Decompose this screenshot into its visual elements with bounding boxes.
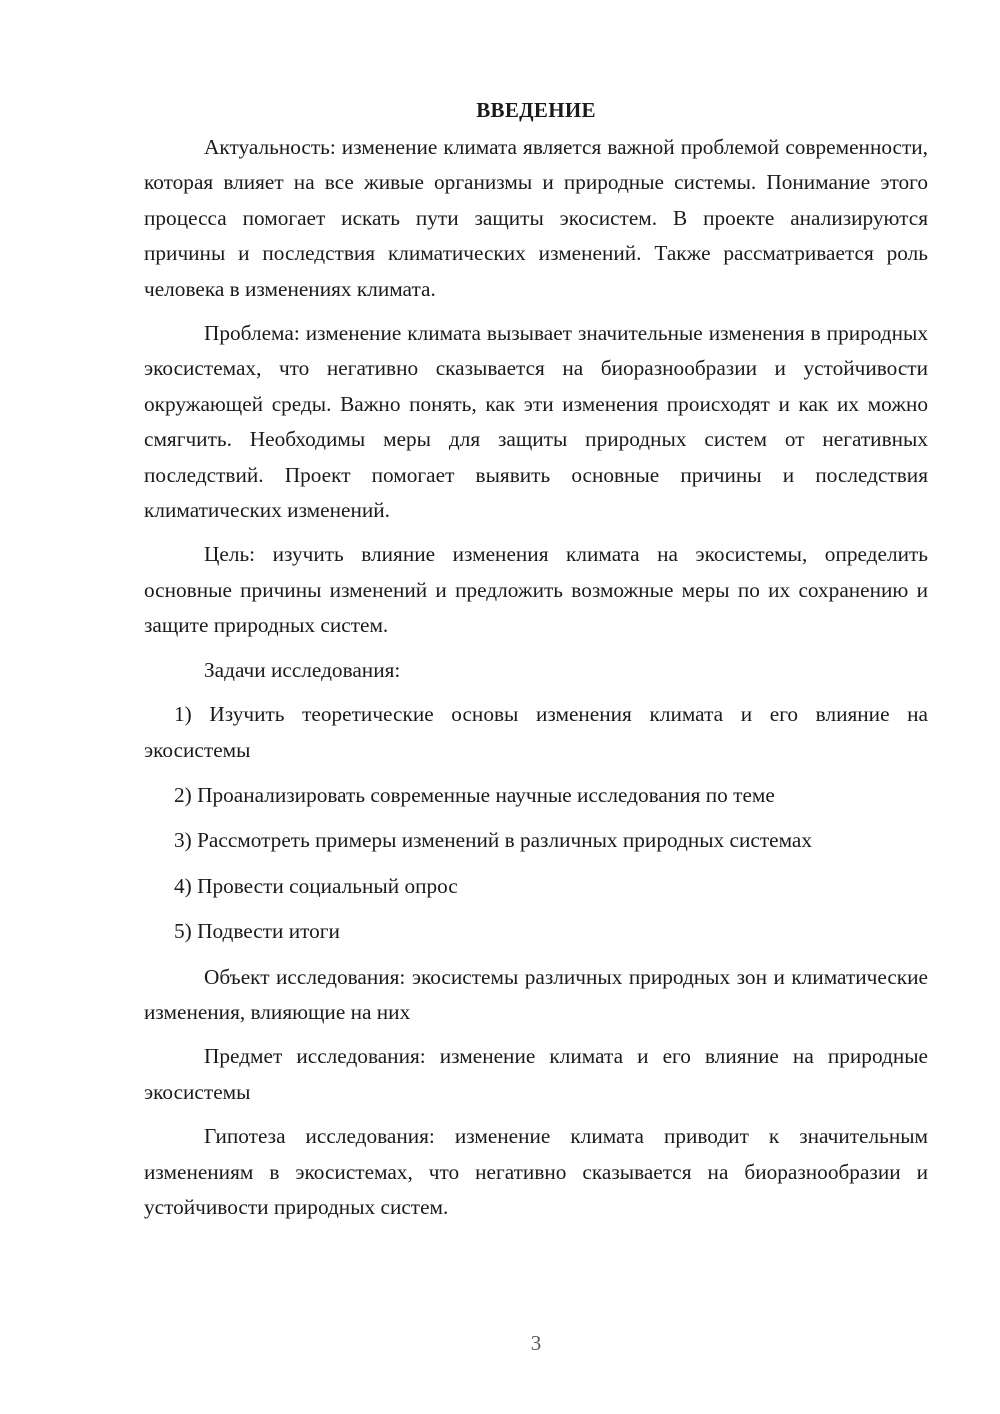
paragraph-problem: Проблема: изменение климата вызывает значительные изменения в природных экосистемах, что негативно сказывается на биоразнообразии и устойчивости окружающей среды. Важно понять, как эти изменения происходят и как их можно смягчить. Необходимы меры для защиты природных систем от негативных последствий. Проект помогает выявить основные причины и последствия климатических изменений. [144,321,928,523]
document-page [144,92,928,1234]
page-number: 3 [530,1331,542,1355]
task-item-5: 5) Подвести итоги [174,919,340,944]
task-item-2: 2) Проанализировать современные научные исследования по теме [174,782,775,807]
paragraph-object: Объект исследования: экосистемы различных природных зон и климатические изменения, влияющие на них [144,964,928,1024]
paragraph-subject: Предмет исследования: изменение климата и его влияние на природные экосистемы [144,1044,928,1104]
paragraph-goal: Цель: изучить влияние изменения климата на экосистемы, определить основные причины изменений и предложить возможные меры по их сохранению и защите природных систем. [144,542,928,638]
task-item-1: 1) Изучить теоретические основы изменения климата и его влияние на экосистемы [144,702,928,762]
paragraph-relevance: Актуальность: изменение климата является важной проблемой современности, которая влияет на все живые организмы и природные системы. Понимание этого процесса помогает искать пути защиты экосистем. В проекте анализируются причины и последствия климатических изменений. Также рассматривается роль человека в изменениях климата. [144,135,928,301]
task-item-4: 4) Провести социальный опрос [174,873,458,898]
paragraph-hypothesis: Гипотеза исследования: изменение климата приводит к значительным изменениям в экосистемах, что негативно сказывается на биоразнообразии и устойчивости природных систем. [144,1124,928,1219]
task-item-3: 3) Рассмотреть примеры изменений в различных природных системах [174,828,813,853]
section-title: ВВЕДЕНИЕ [476,98,596,122]
tasks-heading: Задачи исследования: [204,657,401,682]
